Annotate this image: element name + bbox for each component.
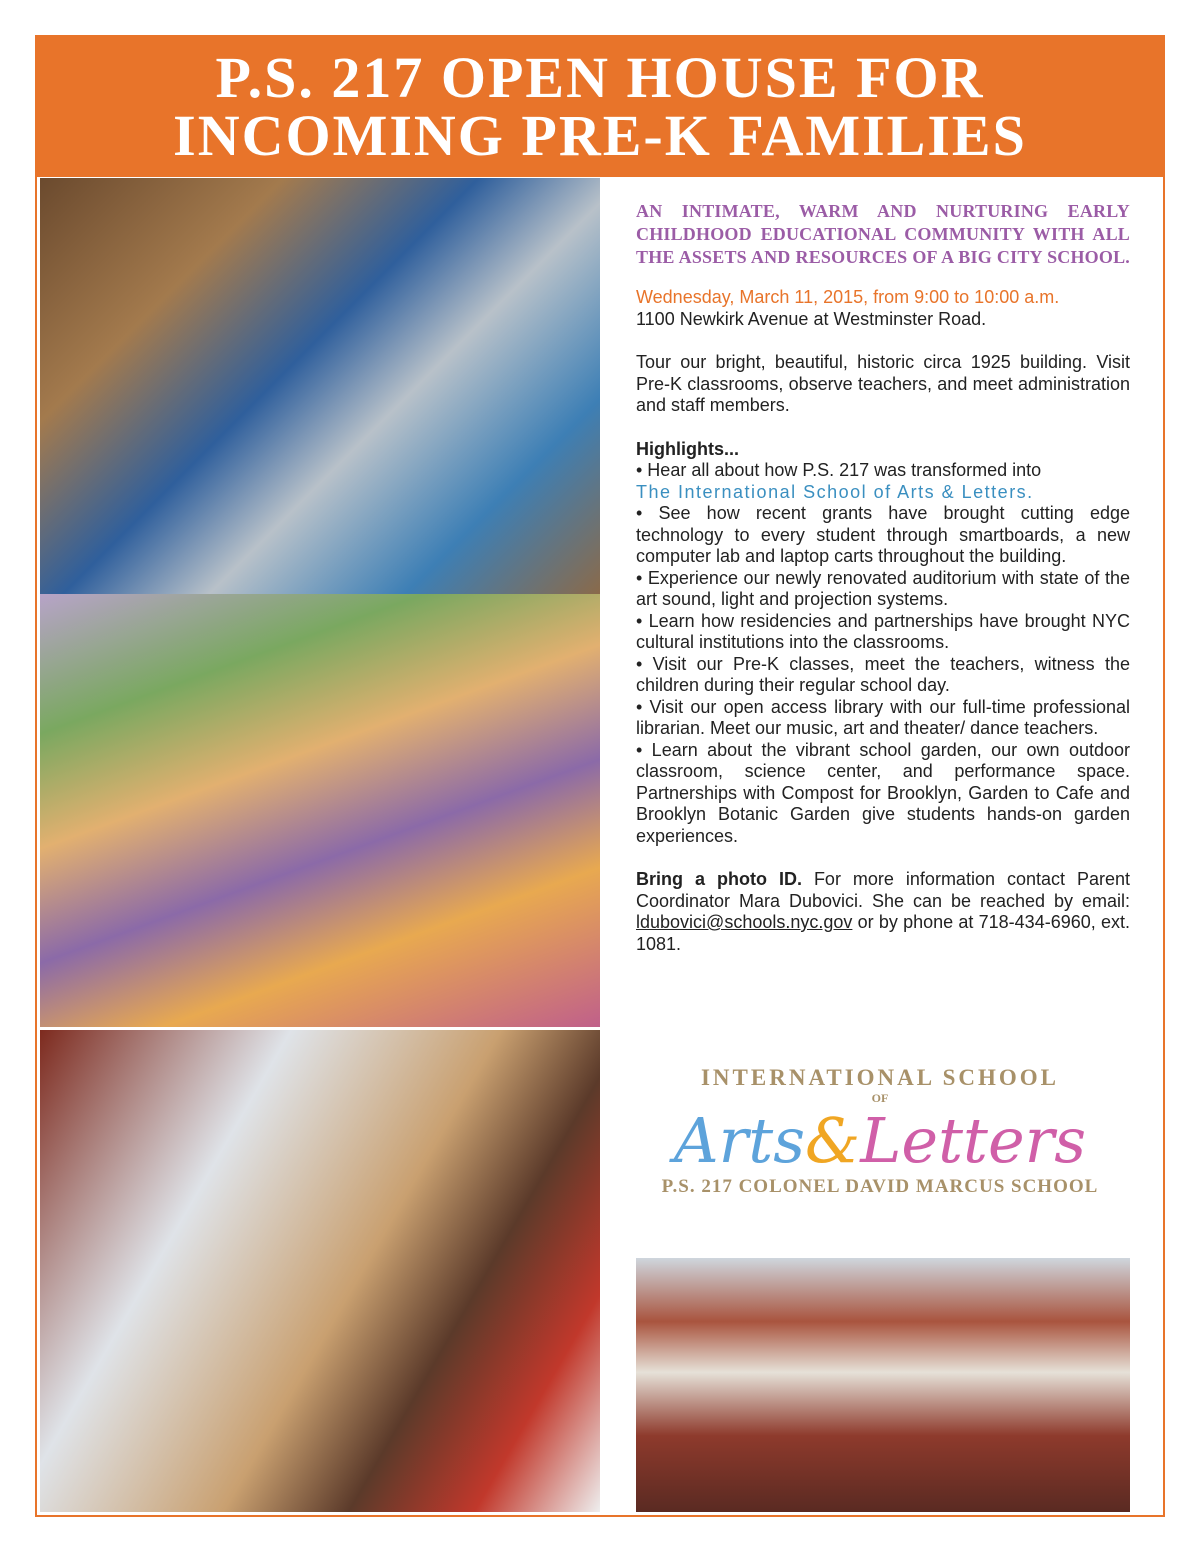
photo-students-laptop [40,178,600,594]
tagline [636,200,1130,269]
logo-of-text: OF [871,1091,889,1105]
highlight-item: • See how recent grants have brought cutting edge technology to every student through smartboards, a new computer lab and laptop carts throughout the building. [636,503,1130,566]
contact-phone-text: or by phone at 718-434-6960, ext. 1081. [636,912,1130,954]
highlight-item: • Experience our newly renovated auditorium with state of the art sound, light and projection systems. [636,567,1130,609]
title-line-1: P.S. 217 OPEN HOUSE FOR [215,45,985,110]
tagline-line: THE ASSETS AND RESOURCES OF A BIG CITY SCHOOL. [636,247,1130,267]
title-banner [35,35,1165,177]
event-address: 1100 Newkirk Avenue at Westminster Road. [636,308,987,329]
highlight-text: • Hear all about how P.S. 217 was transformed into [636,460,1042,480]
photo-id-note: Bring a photo ID. [636,869,802,889]
email-link[interactable]: ldubovici@schools.nyc.gov [636,912,853,932]
highlight-item [636,460,1130,503]
tagline-line: CHILDHOOD EDUCATIONAL COMMUNITY WITH ALL [636,224,1130,244]
photo-school-building [636,1258,1130,1512]
intro-text: Tour our bright, beautiful, historic circa 1925 building. Visit Pre-K classrooms, observe teachers, and meet administration and staff members. [636,352,1130,415]
contact-info [636,869,1130,955]
logo-arts: Arts [673,1104,806,1177]
photo-guitar-lesson [40,1030,600,1512]
highlights-title: Highlights... [636,438,739,459]
logo-script [620,1106,1140,1176]
tagline-line: AN INTIMATE, WARM AND NURTURING EARLY [636,201,1130,221]
photo-school-play [40,594,600,1027]
highlight-item: • Learn about the vibrant school garden, our own outdoor classroom, science center, and performance space. Partnerships with Compost for Brooklyn, Garden to Cafe and Brooklyn Botanic Garden give students hands-on garden experiences. [636,739,1130,846]
highlight-item: • Learn how residencies and partnerships have brought NYC cultural institutions into the classrooms. [636,610,1130,652]
school-name: The International School of Arts & Letters. [636,481,1034,502]
title-line-2: INCOMING PRE-K FAMILIES [173,103,1027,168]
contact-text: For more information contact Parent Coordinator Mara Dubovici. She can be reached by email: [636,869,1131,911]
highlight-item: • Visit our Pre-K classes, meet the teachers, witness the children during their regular school day. [636,653,1130,695]
school-logo [620,1065,1140,1245]
logo-top-text: INTERNATIONAL SCHOOL [700,1065,1059,1090]
info-column [636,200,1130,955]
event-date: Wednesday, March 11, 2015, from 9:00 to 10:00 a.m. [636,287,1060,307]
logo-bottom-text: P.S. 217 COLONEL DAVID MARCUS SCHOOL [661,1176,1099,1197]
highlight-item: • Visit our open access library with our full-time professional librarian. Meet our music, art and theater/ dance teachers. [636,696,1130,738]
logo-ampersand: & [805,1104,861,1177]
logo-letters: Letters [860,1104,1087,1177]
